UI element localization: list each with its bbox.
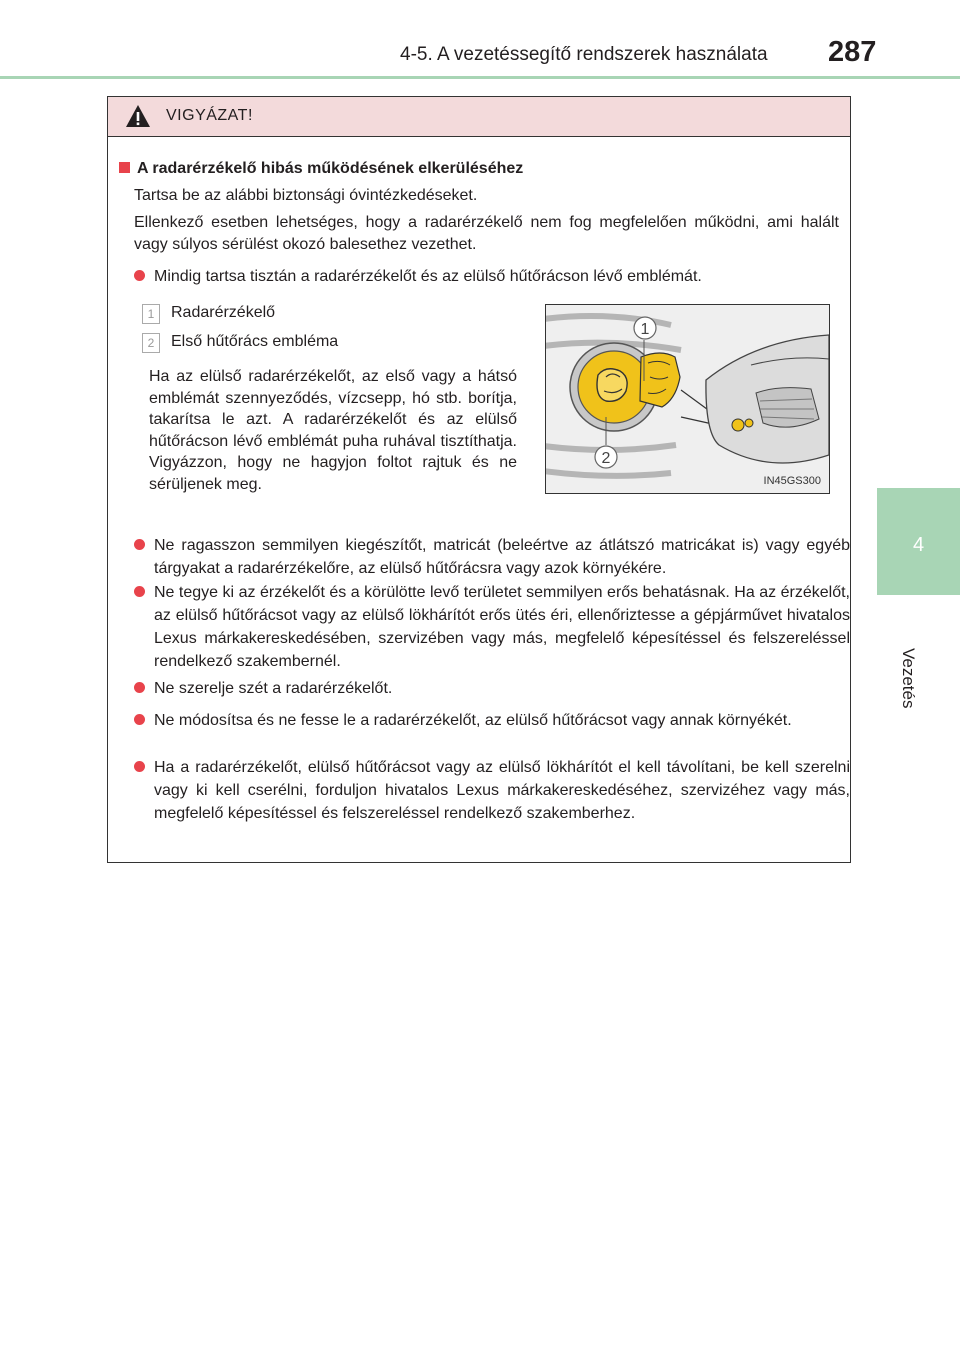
legend-description: Ha az elülső radarérzékelőt, az első vagy a hátsó emblémát szennyeződés, vízcsepp, hó stb. borítja, takarítsa le azt. A radarérzékelőt és az elülső hűtőrácson lévő emblémát puha ruhával tisztíthatja. Vigyázzon, hogy ne hagyjon foltot rajtuk és ne sérüljenek meg. xyxy=(149,368,517,493)
figure-legend xyxy=(142,304,518,495)
warning-title: VIGYÁZAT! xyxy=(166,107,253,124)
callout-1: 1 xyxy=(640,321,650,338)
car-front-illustration xyxy=(546,305,829,493)
legend-item xyxy=(142,333,518,362)
intro-paragraph-2: Ellenkező esetben lehetséges, hogy a radarérzékelő nem fog megfelelően működni, ami halált vagy súlyos sérülést okozó balesethez vezethet. xyxy=(134,214,839,253)
warning-header xyxy=(108,97,850,137)
chapter-label: Vezetés xyxy=(899,648,918,709)
bullet-dot-icon xyxy=(134,270,145,281)
warning-section-title: A radarérzékelő hibás működésének elkerüléséhez xyxy=(119,160,523,178)
header-rule xyxy=(0,76,960,79)
warning-triangle-icon xyxy=(125,104,151,128)
callout-2: 2 xyxy=(601,450,611,467)
legend-item xyxy=(142,304,518,333)
bullet-item: Ne szerelje szét a radarérzékelőt. xyxy=(134,677,850,700)
intro-paragraph-1: Tartsa be az alábbi biztonsági óvintézkedéseket. xyxy=(134,187,478,204)
bullet-item: Ne ragasszon semmilyen kiegészítőt, matricát (beleértve az átlátszó matricákat is) vagy egyéb tárgyakat a radarérzékelőre, az elülső hűtőrácsra vagy azok környékére. xyxy=(134,534,850,580)
square-bullet-icon xyxy=(119,162,130,173)
bullet-item: Mindig tartsa tisztán a radarérzékelőt és az elülső hűtőrácson lévő emblémát. xyxy=(134,265,850,288)
bullet-item: Ne tegye ki az érzékelőt és a körülötte levő területet semmilyen erős behatásnak. Ha az érzékelőt, az elülső hűtőrácsot vagy az elülső lökhárítót erős ütés éri, ellenőriztesse a gépjárművet hivatalos Lexus márkakereskedésében, szervizében vagy más, megfelelő képesítéssel és felszereléssel rendelkező szakembernél. xyxy=(134,581,850,673)
legend-label: Radarérzékelő xyxy=(171,304,276,321)
bullet-item: Ha a radarérzékelőt, elülső hűtőrácsot vagy az elülső lökhárítót el kell távolítani, be kell szerelni vagy ki kell cserélni, forduljon hivatalos Lexus márkakereskedéséhez, szervizéhez vagy más, megfelelő képesítéssel és felszereléssel rendelkező szakemberhez. xyxy=(134,756,850,825)
bullet-dot-icon xyxy=(134,761,145,772)
bullet-dot-icon xyxy=(134,682,145,693)
chapter-tab xyxy=(877,488,960,595)
bullet-dot-icon xyxy=(134,586,145,597)
bullet-item: Ne módosítsa és ne fesse le a radarérzékelőt, az elülső hűtőrácsot vagy annak környékét. xyxy=(134,709,850,732)
figure-code: IN45GS300 xyxy=(763,475,821,487)
chapter-number: 4 xyxy=(912,534,925,556)
bullet-dot-icon xyxy=(134,714,145,725)
warning-box xyxy=(107,96,851,863)
legend-number: 2 xyxy=(142,333,160,353)
legend-label: Első hűtőrács embléma xyxy=(171,333,339,350)
radar-sensor-illustration xyxy=(545,304,830,494)
page-number: 287 xyxy=(828,36,877,68)
bullet-dot-icon xyxy=(134,539,145,550)
section-header-title: 4-5. A vezetéssegítő rendszerek használata xyxy=(400,44,768,65)
legend-number: 1 xyxy=(142,304,160,324)
